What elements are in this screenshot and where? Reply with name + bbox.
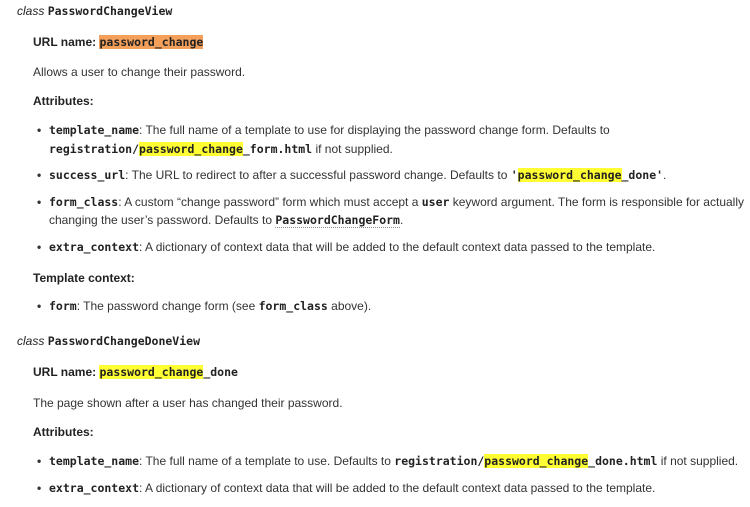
class-name: PasswordChangeView (47, 4, 173, 18)
attr-name: form_class (49, 195, 119, 209)
list-item-form-class (37, 195, 744, 209)
url-name-value: password_change (99, 35, 204, 49)
url-name-suffix: _done (203, 365, 238, 379)
path-highlight: password_change (139, 142, 243, 156)
attr-name: extra_context (49, 240, 140, 254)
path-highlight: password_change (484, 454, 589, 468)
list-item-template-name (37, 123, 610, 137)
bullet: • (37, 240, 42, 254)
attr-tail: above). (327, 299, 372, 313)
attr-text-line2: changing the user’s password. Defaults to (49, 213, 276, 227)
attr-tail: . (663, 168, 667, 182)
path-prefix: registration/ (49, 142, 140, 156)
attr-text: : A dictionary of context data that will be added to the default context data passed to the template. (139, 240, 656, 254)
attr-text-2: keyword argument. The form is responsible for actually (449, 195, 744, 209)
class-signature-passwordchangedoneview (17, 334, 200, 348)
list-item-extra-context (37, 240, 655, 254)
path-prefix: registration/ (394, 454, 485, 468)
attr-text: : The password change form (see (76, 299, 259, 313)
bullet: • (37, 454, 42, 468)
attr-tail: . (399, 213, 404, 227)
attributes-heading: Attributes: (33, 425, 94, 439)
view-description: The page shown after a user has changed their password. (33, 396, 343, 410)
attr-name: template_name (49, 123, 140, 137)
attr-name: success_url (49, 168, 126, 182)
passwordchangeform-link[interactable]: PasswordChangeForm (275, 213, 400, 227)
template-context-heading: Template context: (33, 271, 135, 285)
list-item-continuation (49, 213, 403, 227)
bullet: • (37, 481, 42, 495)
list-item-form (37, 299, 371, 313)
class-keyword: class (17, 4, 45, 18)
code-user: user (421, 195, 450, 209)
view-description: Allows a user to change their password. (33, 65, 246, 79)
quote: ' (510, 168, 518, 182)
bullet: • (37, 299, 42, 313)
code-highlight: password_change (517, 168, 622, 182)
attr-tail: if not supplied. (657, 454, 739, 468)
attributes-heading: Attributes: (33, 94, 94, 108)
list-item-continuation (49, 142, 393, 156)
attr-name: form (49, 299, 77, 313)
attr-tail: if not supplied. (312, 142, 393, 156)
path-suffix: _form.html (242, 142, 313, 156)
url-name-highlight: password_change (99, 365, 204, 379)
class-name: PasswordChangeDoneView (47, 334, 201, 348)
list-item-template-name (37, 454, 738, 468)
attr-text: : A dictionary of context data that will be added to the default context data passed to the template. (139, 481, 656, 495)
attr-text: : The full name of a template to use. Defaults to (139, 454, 395, 468)
attr-text: : The URL to redirect to after a successful password change. Defaults to (125, 168, 511, 182)
attr-name: template_name (49, 454, 140, 468)
code-suffix: _done' (621, 168, 664, 182)
url-name-label: URL name: (33, 35, 97, 49)
url-name-line (33, 35, 203, 49)
bullet: • (37, 195, 42, 209)
attr-text: : A custom “change password” form which must accept a (118, 195, 422, 209)
class-signature-passwordchangeview (17, 4, 172, 18)
attr-text: : The full name of a template to use for displaying the password change form. Defaults to (139, 123, 610, 137)
path-suffix: _done.html (588, 454, 658, 468)
bullet: • (37, 168, 42, 182)
class-keyword: class (17, 334, 45, 348)
list-item-success-url (37, 168, 666, 182)
list-item-extra-context (37, 481, 655, 495)
attr-name: extra_context (49, 481, 140, 495)
bullet: • (37, 123, 42, 137)
url-name-label: URL name: (33, 365, 97, 379)
url-name-line (33, 365, 238, 379)
code-form-class: form_class (258, 299, 328, 313)
